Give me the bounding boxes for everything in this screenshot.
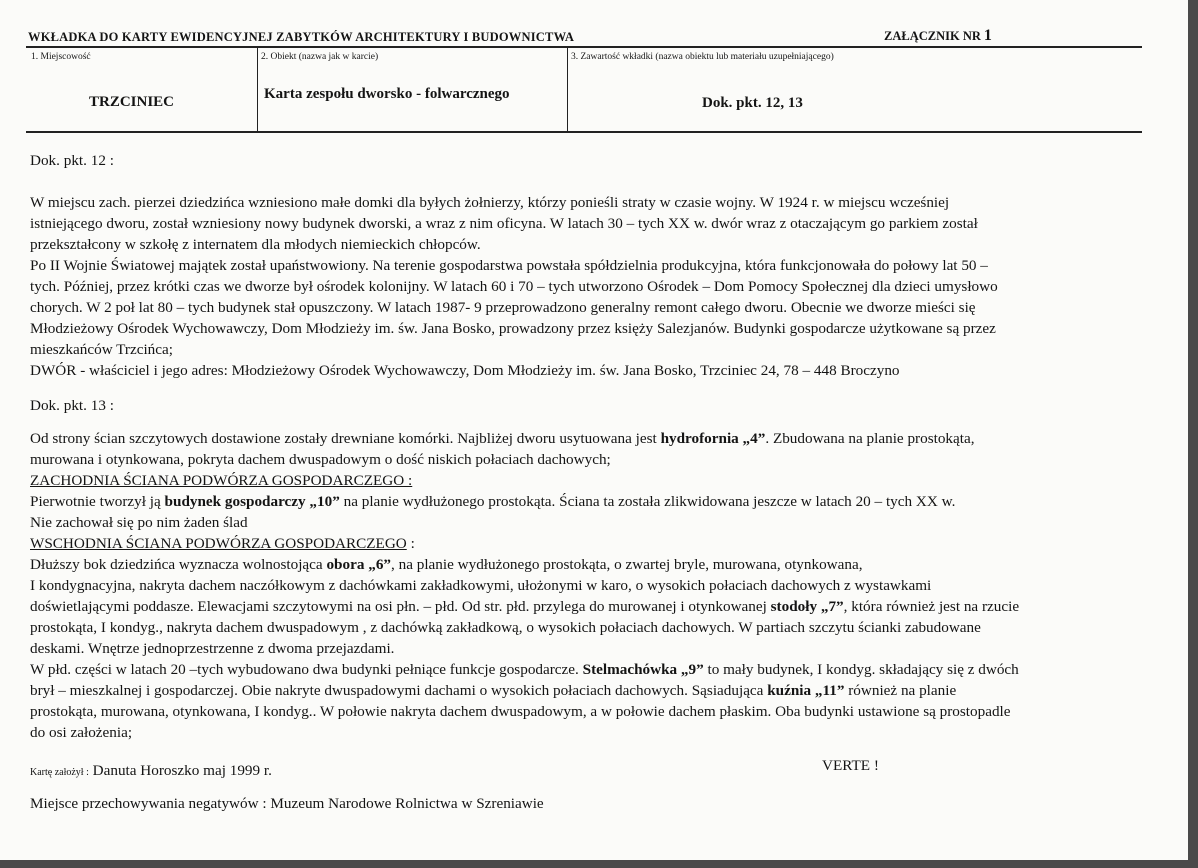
hydrofornia-name: hydrofornia „4” bbox=[660, 430, 766, 447]
text-line: do osi założenia; bbox=[30, 724, 133, 741]
text-run: to mały budynek, I kondyg. składający się z dwóch bbox=[703, 661, 1019, 678]
author-line bbox=[30, 760, 272, 783]
east-wall-line bbox=[30, 596, 1019, 617]
west-wall-heading: ZACHODNIA ŚCIANA PODWÓRZA GOSPODARCZEGO : bbox=[30, 472, 413, 489]
contents-label: 3. Zawartość wkładki (nazwa obiektu lub materiału uzupełniającego) bbox=[571, 52, 834, 62]
east-wall-line bbox=[30, 554, 863, 575]
text-run: , na planie wydłużonego prostokąta, o zwartej bryle, murowana, otynkowana, bbox=[391, 556, 863, 573]
south-line bbox=[30, 680, 956, 701]
text-run: na planie wydłużonego prostokąta. Ściana ta została zlikwidowana jeszcze w latach 20 – tych XX w. bbox=[339, 493, 956, 510]
farm-building-name: budynek gospodarczy „10” bbox=[164, 493, 340, 510]
text-run: brył – mieszkalnej i gospodarczej. Obie nakryte dwuspadowymi dachami o wysokich połaciach dachowych. Sąsiadująca bbox=[30, 682, 768, 699]
text-run: . Zbudowana na planie prostokąta, bbox=[765, 430, 975, 447]
stodola-name: stodoły „7” bbox=[770, 598, 844, 615]
section-12-line: przekształcony w szkołę z internatem dla młodych niemieckich chłopców. bbox=[30, 236, 481, 253]
text-line: prostokąta, murowana, otynkowana, I kondyg.. W połowie nakryta dachem dwuspadowym, a w połowie dachem płaskim. Oba budynki ustawione są prostopadle bbox=[30, 703, 1011, 720]
text-run: Od strony ścian szczytowych dostawione zostały drewniane komórki. Najbliżej dworu usytuowana jest bbox=[30, 430, 661, 447]
text-line: deskami. Wnętrze jednoprzestrzenne z dwoma przejazdami. bbox=[30, 640, 395, 657]
west-wall-line bbox=[30, 491, 955, 512]
obora-name: obora „6” bbox=[326, 556, 391, 573]
section-12-line: mieszkańców Trzcińca; bbox=[30, 341, 173, 358]
east-wall-heading bbox=[30, 533, 415, 554]
text-run: również na planie bbox=[844, 682, 957, 699]
negatives-location: Miejsce przechowywania negatywów : Muzeum Narodowe Rolnictwa w Szreniawie bbox=[30, 795, 544, 812]
text-run: W płd. części w latach 20 –tych wybudowano dwa budynki pełniące funkcje gospodarcze. bbox=[30, 661, 583, 678]
section-12-line: tych. Później, przez krótki czas we dworze był ośrodek kolonijny. W latach 60 i 70 – tych utworzono Ośrodek – Dom Pomocy Społecznej dla dzieci umysłowo bbox=[30, 278, 998, 295]
object-label: 2. Obiekt (nazwa jak w karcie) bbox=[261, 52, 379, 62]
annex-number: 1 bbox=[983, 27, 992, 44]
text-run: doświetlającymi poddasze. Elewacjami szczytowymi na osi płn. – płd. Od str. płd. przylega do murowanej i otynkowanej bbox=[30, 598, 771, 615]
verte-note: VERTE ! bbox=[822, 757, 879, 774]
section-12-line: Po II Wojnie Światowej majątek został upaństwowiony. Na terenie gospodarstwa powstała spółdzielnia produkcyjna, która funkcjonowała do połowy lat 50 – bbox=[30, 257, 988, 274]
east-wall-heading-text: WSCHODNIA ŚCIANA PODWÓRZA GOSPODARCZEGO bbox=[30, 535, 407, 552]
contents-value: Dok. pkt. 12, 13 bbox=[702, 95, 803, 111]
south-line bbox=[30, 659, 1019, 680]
section-12-line: W miejscu zach. pierzei dziedzińca wzniesiono małe domki dla byłych żołnierzy, którzy ponieśli straty w czasie wojny. W 1924 r. w miejscu wcześniej bbox=[30, 194, 950, 211]
section-12-line: DWÓR - właściciel i jego adres: Młodzieżowy Ośrodek Wychowawczy, Dom Młodzieży im. św. Jana Bosko, Trzciniec 24, 78 – 448 Broczyno bbox=[30, 362, 900, 379]
section-12-heading: Dok. pkt. 12 : bbox=[30, 152, 114, 169]
document-title: WKŁADKA DO KARTY EWIDENCYJNEJ ZABYTKÓW ARCHITEKTURY I BUDOWNICTWA bbox=[28, 30, 575, 44]
text-line: I kondygnacyjna, nakryta dachem naczółkowym z dachówkami zakładkowymi, ułożonymi w karo, o wysokich połaciach dachowych z wystawkami bbox=[30, 577, 932, 594]
text-line: murowana i otynkowana, pokryta dachem dwuspadowym o dość niskich połaciach dachowych; bbox=[30, 451, 611, 468]
stelmachowka-name: Stelmachówka „9” bbox=[582, 661, 704, 678]
locality-value: TRZCINIEC bbox=[89, 94, 175, 110]
annex-label-text: ZAŁĄCZNIK NR bbox=[884, 29, 981, 43]
table-divider-2 bbox=[567, 46, 568, 132]
hydrofornia-paragraph-line bbox=[30, 428, 975, 449]
section-12-line: chorych. W 2 poł lat 80 – tych budynek stał opuszczony. W latach 1987- 9 przeprowadzono generalny remont całego dworu. Obecnie we dworze mieści się bbox=[30, 299, 976, 316]
table-divider-1 bbox=[257, 46, 258, 132]
author-value: Danuta Horoszko maj 1999 r. bbox=[88, 762, 272, 779]
table-top-rule bbox=[26, 46, 1142, 48]
kuznia-name: kuźnia „11” bbox=[767, 682, 845, 699]
section-12-line: Młodzieżowy Ośrodek Wychowawczy, Dom Młodzieży im. św. Jana Bosko, prowadzony przez księży Salezjanów. Budynki gospodarcze użytkowane są przez bbox=[30, 320, 996, 337]
text-run: , która również jest na rzucie bbox=[843, 598, 1020, 615]
text-run: : bbox=[406, 535, 415, 552]
text-run: Dłuższy bok dziedzińca wyznacza wolnostojąca bbox=[30, 556, 327, 573]
locality-label: 1. Miejscowość bbox=[31, 52, 91, 62]
author-label: Kartę założył : bbox=[30, 767, 89, 778]
object-value: Karta zespołu dworsko - folwarcznego bbox=[264, 86, 510, 102]
table-bottom-rule bbox=[26, 131, 1142, 133]
section-12-line: istniejącego dworu, został wzniesiony nowy budynek dworski, a wraz z nim oficyna. W latach 30 – tych XX w. dwór wraz z otaczającym go parkiem został bbox=[30, 215, 978, 232]
text-run: Pierwotnie tworzył ją bbox=[30, 493, 165, 510]
annex-label bbox=[884, 27, 992, 45]
section-13-heading: Dok. pkt. 13 : bbox=[30, 397, 114, 414]
text-line: Nie zachował się po nim żaden ślad bbox=[30, 514, 248, 531]
text-line: prostokąta, I kondyg., nakryta dachem dwuspadowym , z dachówką zakładkową, o wysokich połaciach dachowych. W partiach szczytu ścianki zabudowane bbox=[30, 619, 981, 636]
